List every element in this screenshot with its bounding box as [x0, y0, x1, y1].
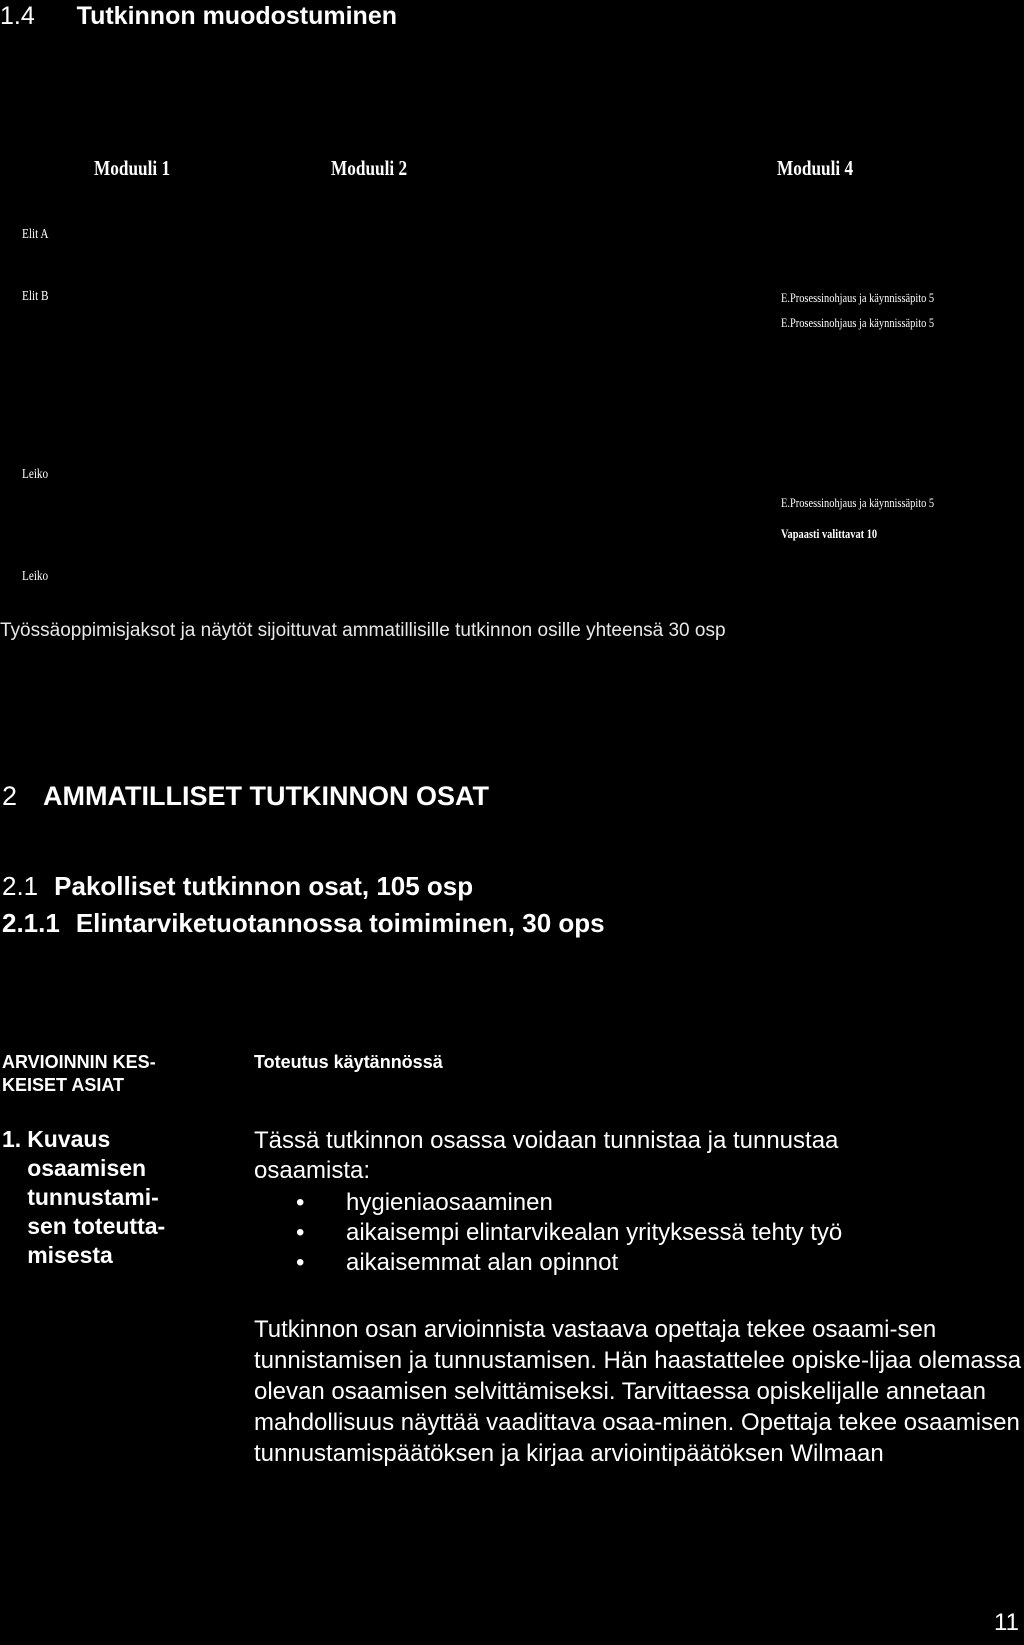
row-intro-text: Tässä tutkinnon osassa voidaan tunnistaa ja tunnustaa osaamista: [254, 1127, 839, 1184]
section-number: 1.4 [0, 2, 35, 30]
list-item: • hygieniaosaaminen [296, 1188, 842, 1218]
row-number: 1. [2, 1126, 22, 1152]
row-title: Kuvaus osaamisen tunnustami-sen toteutta-misesta [27, 1126, 166, 1268]
row-label: Elit A [22, 227, 49, 242]
row-label: Leiko [22, 569, 49, 584]
course-item: E.Prosessinohjaus ja käynnissäpito 5 [781, 290, 935, 305]
section-heading-2-1 [2, 871, 473, 902]
section-heading-2 [2, 781, 489, 812]
section-heading-1-4 [0, 2, 397, 31]
recognition-list [296, 1188, 842, 1278]
list-item: • aikaisemmat alan opinnot [296, 1248, 842, 1278]
course-item: E.Prosessinohjaus ja käynnissäpito 5 [781, 495, 935, 510]
row-label: Leiko [22, 467, 49, 482]
section-heading-2-1-1 [2, 908, 605, 939]
work-learning-note: Työssäoppimisjaksot ja näytöt sijoittuvat ammatillisille tutkinnon osille yhteensä 30 osp [0, 620, 726, 641]
section-title: Elintarviketuotannossa toimiminen, 30 ops [75, 908, 605, 938]
section-title: Pakolliset tutkinnon osat, 105 osp [54, 871, 474, 901]
section-title: AMMATILLISET TUTKINNON OSAT [43, 781, 489, 811]
module-label: Moduuli 2 [331, 156, 408, 180]
page-number: 11 [994, 1609, 1019, 1636]
row-label: Elit B [22, 289, 49, 304]
table-row-label [2, 1125, 202, 1270]
course-item: E.Prosessinohjaus ja käynnissäpito 5 [781, 315, 935, 330]
table-header-implementation: Toteutus käytännössä [254, 1052, 443, 1072]
course-item: Vapaasti valittavat 10 [781, 526, 878, 541]
module-label: Moduuli 4 [777, 156, 854, 180]
table-header-assessment: ARVIOINNIN KES-KEISET ASIAT [2, 1052, 156, 1095]
row-paragraph: Tutkinnon osan arvioinnista vastaava opettaja tekee osaami-sen tunnistamisen ja tunnustamisen. Hän haastattelee opiske-lijaa olemassa olevan osaamisen selvittämiseksi. Tarvittaessa opiskelijalle annetaan mahdollisuus näyttää vaadittava osaa-minen. Opettaja tekee osaamisen tunnustamispäätöksen ja kirjaa arviointipäätöksen Wilmaan [254, 1316, 1022, 1467]
section-number: 2.1.1 [2, 908, 60, 938]
module-label: Moduuli 1 [94, 156, 171, 180]
section-number: 2 [2, 781, 18, 811]
section-title: Tutkinnon muodostuminen [76, 2, 397, 30]
list-item: • aikaisempi elintarvikealan yrityksessä tehty työ [296, 1218, 842, 1248]
section-number: 2.1 [2, 871, 39, 901]
